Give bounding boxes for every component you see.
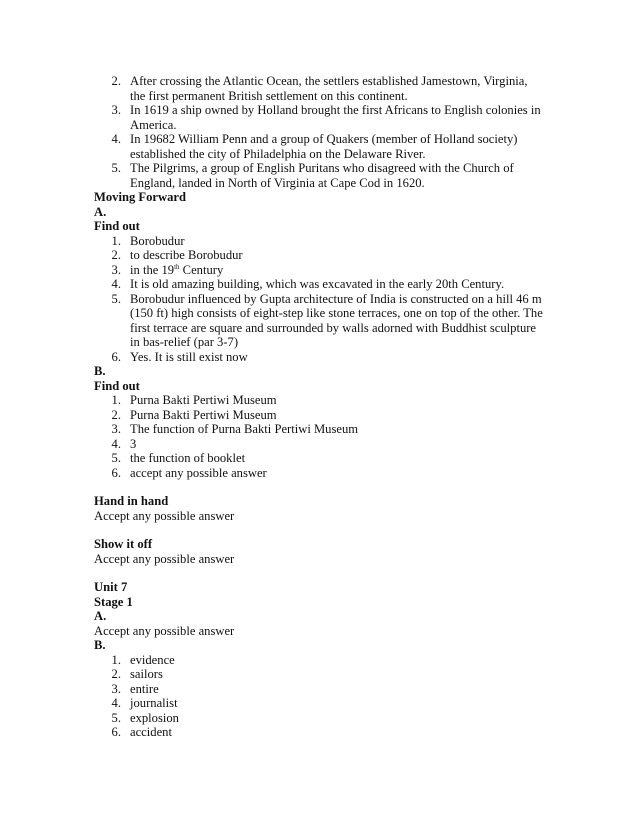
list-item-text: in the 19th Century bbox=[130, 263, 224, 277]
list-item-text: the function of booklet bbox=[130, 451, 246, 465]
section-heading: Show it off bbox=[94, 537, 153, 551]
list-item-text: Yes. It is still exist now bbox=[130, 350, 248, 364]
list-item-text: to describe Borobudur bbox=[130, 248, 243, 262]
list-item-text: accident bbox=[130, 725, 172, 739]
list-item-text: After crossing the Atlantic Ocean, the settlers established Jamestown, Virginia, bbox=[130, 74, 528, 88]
list-number: 4. bbox=[111, 132, 121, 146]
stage-heading: Stage 1 bbox=[94, 595, 133, 609]
list-item-text: Borobudur influenced by Gupta architecture of India is constructed on a hill 46 m bbox=[130, 292, 542, 306]
list-number: 4. bbox=[111, 437, 121, 451]
list-item-text: accept any possible answer bbox=[130, 466, 267, 480]
list-item-text: Purna Bakti Pertiwi Museum bbox=[130, 393, 277, 407]
answer-text: Accept any possible answer bbox=[94, 552, 235, 566]
list-number: 5. bbox=[111, 292, 121, 306]
section-heading: Moving Forward bbox=[94, 190, 186, 204]
list-number: 6. bbox=[111, 350, 121, 364]
list-item-text: America. bbox=[130, 118, 177, 132]
list-item-text: England, landed in North of Virginia at Cape Cod in 1620. bbox=[130, 176, 425, 190]
subsection-heading: Find out bbox=[94, 219, 140, 233]
list-number: 3. bbox=[111, 263, 121, 277]
subsection-heading: Find out bbox=[94, 379, 140, 393]
list-item-text: (150 ft) high consists of eight-step like stone terraces, one on top of the other. The bbox=[130, 306, 543, 320]
list-number: 1. bbox=[111, 234, 121, 248]
list-number: 3. bbox=[111, 682, 121, 696]
list-number: 6. bbox=[111, 725, 121, 739]
list-number: 5. bbox=[111, 161, 121, 175]
list-item-text: In 19682 William Penn and a group of Quakers (member of Holland society) bbox=[130, 132, 518, 146]
list-number: 2. bbox=[111, 408, 121, 422]
list-item-text: Borobudur bbox=[130, 234, 185, 248]
part-label: A. bbox=[94, 205, 107, 219]
list-item-text: in bas-relief (par 3-7) bbox=[130, 335, 239, 349]
list-item-text: In 1619 a ship owned by Holland brought the first Africans to English colonies in bbox=[130, 103, 541, 117]
list-number: 2. bbox=[111, 248, 121, 262]
list-number: 4. bbox=[111, 696, 121, 710]
list-number: 1. bbox=[111, 653, 121, 667]
list-item-text: sailors bbox=[130, 667, 163, 681]
list-item-text: Purna Bakti Pertiwi Museum bbox=[130, 408, 277, 422]
list-number: 2. bbox=[111, 74, 121, 88]
part-label: B. bbox=[94, 364, 106, 378]
list-number: 1. bbox=[111, 393, 121, 407]
list-item-text: 3 bbox=[130, 437, 137, 451]
list-item-text: the first permanent British settlement on this continent. bbox=[130, 89, 408, 103]
list-number: 6. bbox=[111, 466, 121, 480]
list-item-text: journalist bbox=[130, 696, 178, 710]
list-number: 3. bbox=[111, 103, 121, 117]
section-heading: Hand in hand bbox=[94, 494, 169, 508]
list-item-text: established the city of Philadelphia on the Delaware River. bbox=[130, 147, 426, 161]
unit-heading: Unit 7 bbox=[94, 580, 128, 594]
list-number: 2. bbox=[111, 667, 121, 681]
list-item-text: The Pilgrims, a group of English Puritans who disagreed with the Church of bbox=[130, 161, 514, 175]
list-item-text: explosion bbox=[130, 711, 179, 725]
list-number: 3. bbox=[111, 422, 121, 436]
list-item-text: It is old amazing building, which was excavated in the early 20th Century. bbox=[130, 277, 505, 291]
list-item-text: The function of Purna Bakti Pertiwi Museum bbox=[130, 422, 359, 436]
list-number: 5. bbox=[111, 451, 121, 465]
list-item-text: first terrace are square and surrounded by walls adorned with Buddhist sculpture bbox=[130, 321, 537, 335]
answer-text: Accept any possible answer bbox=[94, 624, 235, 638]
answer-text: Accept any possible answer bbox=[94, 509, 235, 523]
list-number: 5. bbox=[111, 711, 121, 725]
superscript: th bbox=[174, 263, 180, 271]
list-item-text: entire bbox=[130, 682, 159, 696]
part-label: A. bbox=[94, 609, 107, 623]
list-number: 4. bbox=[111, 277, 121, 291]
list-item-text: evidence bbox=[130, 653, 175, 667]
part-label: B. bbox=[94, 638, 106, 652]
